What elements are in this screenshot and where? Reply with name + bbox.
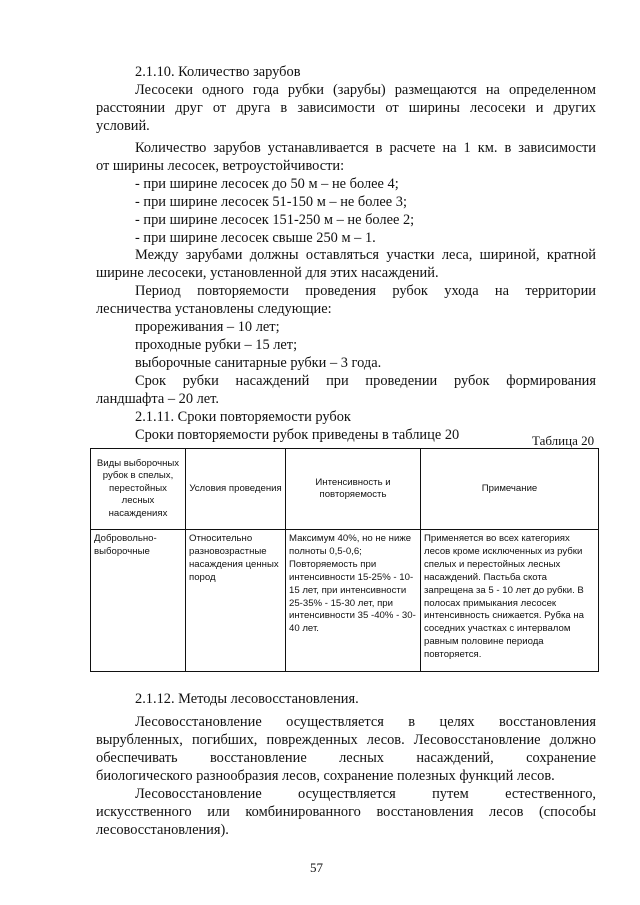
header-cell: Интенсивность и повторяемость [286, 449, 421, 530]
header-cell: Условия проведения [186, 449, 286, 530]
repeat-period-table [90, 448, 599, 672]
cell-intensity: Максимум 40%, но не ниже полноты 0,5-0,6; Повторяемость при интенсивности 15-25% - 10-15 лет, при интенсивности 25-35% - 15-30 лет, при интенсивности 35 -40% - 30-40 лет. [286, 530, 421, 672]
paragraph-line: искусственного или комбинированного восстановления лесов (способы [96, 804, 596, 820]
list-item: - при ширине лесосек 51-150 м – не более 3; [135, 194, 407, 210]
section-heading-2-1-11: 2.1.11. Сроки повторяемости рубок [135, 409, 351, 425]
page-number: 57 [310, 860, 323, 875]
table-caption: Таблица 20 [532, 433, 595, 448]
paragraph-line: условий. [96, 118, 150, 134]
paragraph-line: ширине лесосеки, установленной для этих насаждений. [96, 265, 439, 281]
header-cell: Виды выборочных рубок в спелых, перестойных лесных насаждениях [91, 449, 186, 530]
paragraph-line: Лесовосстановление осуществляется в целях восстановления [135, 714, 596, 730]
paragraph-line: Лесовосстановление осуществляется путем естественного, [135, 786, 596, 802]
cell-note: Применяется во всех категориях лесов кроме исключенных из рубки спелых и перестойных лесных насаждений. Пастьба скота запрещена за 5 - 10 лет до рубки. В полосах примыкания лесосек интенсивность снижается. Рубка на соседних участках с интервалом равным половине периода повторяется. [421, 530, 599, 672]
paragraph-line: биологического разнообразия лесов, сохранение полезных функций лесов. [96, 768, 555, 784]
paragraph-line: от ширины лесосек, ветроустойчивости: [96, 158, 345, 174]
table-intro: Сроки повторяемости рубок приведены в таблице 20 [135, 427, 460, 443]
section-heading-2-1-10: 2.1.10. Количество зарубов [135, 64, 301, 80]
cell-type: Добровольно-выборочные [91, 530, 186, 672]
paragraph-line: вырубленных, погибших, поврежденных лесов. Лесовосстановление должно [96, 732, 596, 748]
header-cell: Примечание [421, 449, 599, 530]
list-item: прореживания – 10 лет; [135, 319, 280, 335]
paragraph-line: ландшафта – 20 лет. [96, 391, 219, 407]
paragraph-line: лесничества установлены следующие: [96, 301, 332, 317]
paragraph-line: Лесосеки одного года рубки (зарубы) размещаются на определенном [135, 82, 596, 98]
list-item: - при ширине лесосек 151-250 м – не более 2; [135, 212, 415, 228]
list-item: проходные рубки – 15 лет; [135, 337, 298, 353]
list-item: - при ширине лесосек свыше 250 м – 1. [135, 230, 376, 246]
section-heading-2-1-12: 2.1.12. Методы лесовосстановления. [135, 691, 359, 707]
table-header-row [91, 449, 599, 530]
paragraph-line: Между зарубами должны оставляться участки леса, шириной, кратной [135, 247, 596, 263]
list-item: выборочные санитарные рубки – 3 года. [135, 355, 382, 371]
paragraph-line: лесовосстановления). [96, 822, 229, 838]
cell-conditions: Относительно разновозрастные насаждения ценных пород [186, 530, 286, 672]
paragraph-line: расстоянии друг от друга в зависимости от ширины лесосеки и других [96, 100, 596, 116]
paragraph-line: обеспечивать восстановление лесных насаждений, сохранение [96, 750, 596, 766]
paragraph-line: Количество зарубов устанавливается в расчете на 1 км. в зависимости [135, 140, 596, 156]
table-row [91, 530, 599, 672]
list-item: - при ширине лесосек до 50 м – не более 4; [135, 176, 399, 192]
paragraph-line: Срок рубки насаждений при проведении рубок формирования [135, 373, 596, 389]
paragraph-line: Период повторяемости проведения рубок ухода на территории [135, 283, 596, 299]
